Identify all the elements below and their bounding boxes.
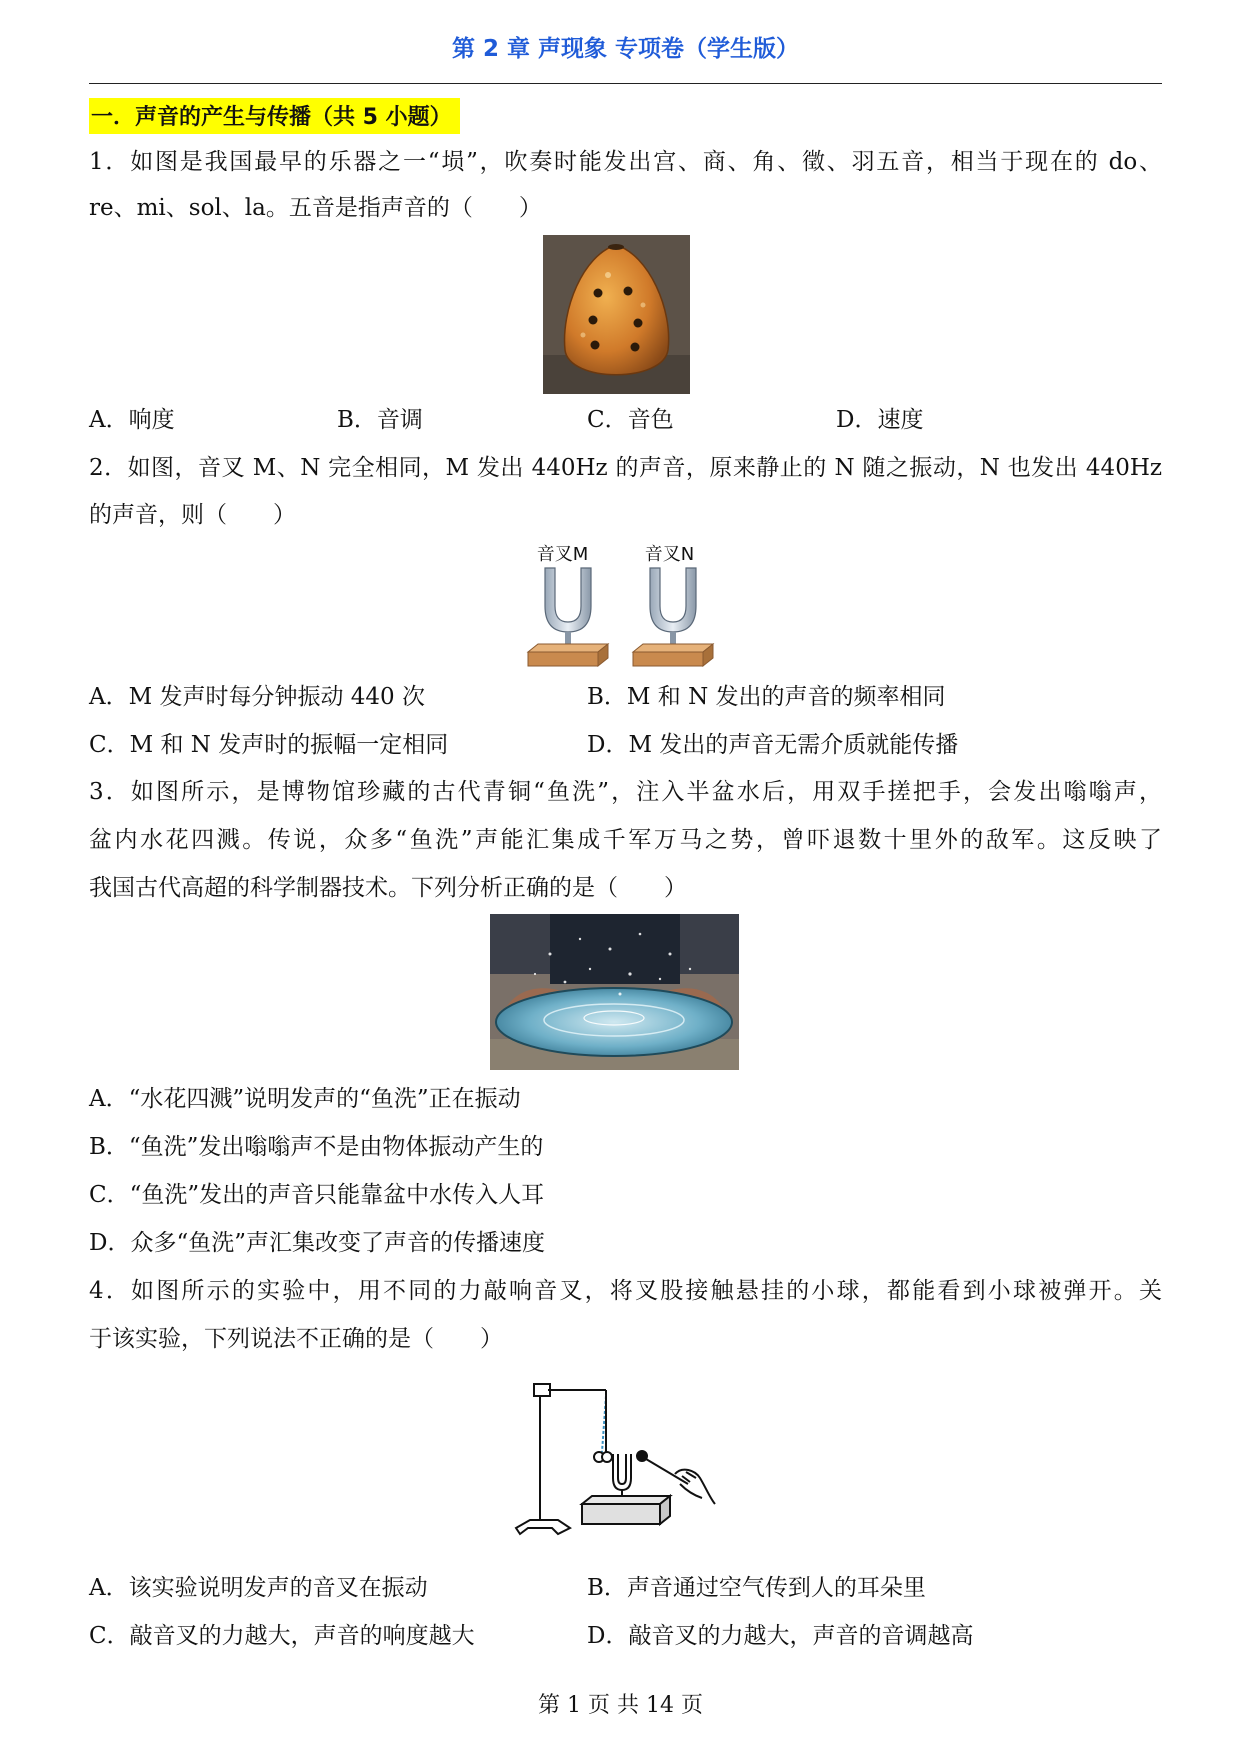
q3-option-b: B．“鱼洗”发出嗡嗡声不是由物体振动产生的 [89,1134,544,1160]
section-title: 一．声音的产生与传播（共 5 小题） [89,98,460,134]
q4-option-d: D．敲音叉的力越大，声音的音调越高 [587,1623,974,1649]
header-rule [89,83,1162,84]
q1-stem-line2: re、mi、sol、la。五音是指声音的（ ） [89,195,542,221]
q4-option-b: B．声音通过空气传到人的耳朵里 [587,1575,926,1601]
fish-basin-photo [490,914,739,1070]
tuning-fork-m-label: 音叉M [536,544,589,565]
q3-stem-line1: 3．如图所示，是博物馆珍藏的古代青铜“鱼洗”，注入半盆水后，用双手搓把手，会发出嗡嗡声， [89,779,1162,805]
q3-option-c: C．“鱼洗”发出的声音只能靠盆中水传入人耳 [89,1182,545,1208]
q4-option-a: A．该实验说明发声的音叉在振动 [89,1575,428,1601]
page-footer: 第 1 页 共 14 页 [538,1693,703,1718]
tuning-fork-ball-experiment-diagram [510,1380,725,1540]
tuning-fork-n-label: 音叉N [644,544,695,565]
q3-option-a: A．“水花四溅”说明发声的“鱼洗”正在振动 [89,1086,521,1112]
q2-option-c: C．M 和 N 发声时的振幅一定相同 [89,732,449,758]
q3-stem-line3: 我国古代高超的科学制器技术。下列分析正确的是（ ） [89,875,687,901]
q1-option-b: B．音调 [337,407,423,433]
q2-stem-line1: 2．如图，音叉 M、N 完全相同，M 发出 440Hz 的声音，原来静止的 N 随之振动，N 也发出 440Hz [89,455,1162,481]
q4-option-c: C．敲音叉的力越大，声音的响度越大 [89,1623,475,1649]
q1-stem-line1: 1．如图是我国最早的乐器之一“埙”，吹奏时能发出宫、商、角、徵、羽五音，相当于现在的 do、 [89,149,1162,175]
q3-option-d: D．众多“鱼洗”声汇集改变了声音的传播速度 [89,1230,545,1256]
q1-option-a: A．响度 [89,407,175,433]
xun-instrument-photo [543,235,690,394]
q2-option-b: B．M 和 N 发出的声音的频率相同 [587,684,946,710]
page-header-title: 第 2 章 声现象 专项卷（学生版） [451,36,800,62]
q2-stem-line2: 的声音，则（ ） [89,502,296,528]
q4-stem-line1: 4．如图所示的实验中，用不同的力敲响音叉，将叉股接触悬挂的小球，都能看到小球被弹开。关 [89,1278,1162,1304]
q2-option-a: A．M 发声时每分钟振动 440 次 [89,684,425,710]
q4-stem-line2: 于该实验，下列说法不正确的是（ ） [89,1326,503,1352]
q3-stem-line2: 盆内水花四溅。传说，众多“鱼洗”声能汇集成千军万马之势，曾吓退数十里外的敌军。这反映了 [89,827,1162,853]
q2-option-d: D．M 发出的声音无需介质就能传播 [587,732,959,758]
q1-option-d: D．速度 [836,407,924,433]
tuning-forks-diagram [525,566,715,671]
q1-option-c: C．音色 [587,407,674,433]
